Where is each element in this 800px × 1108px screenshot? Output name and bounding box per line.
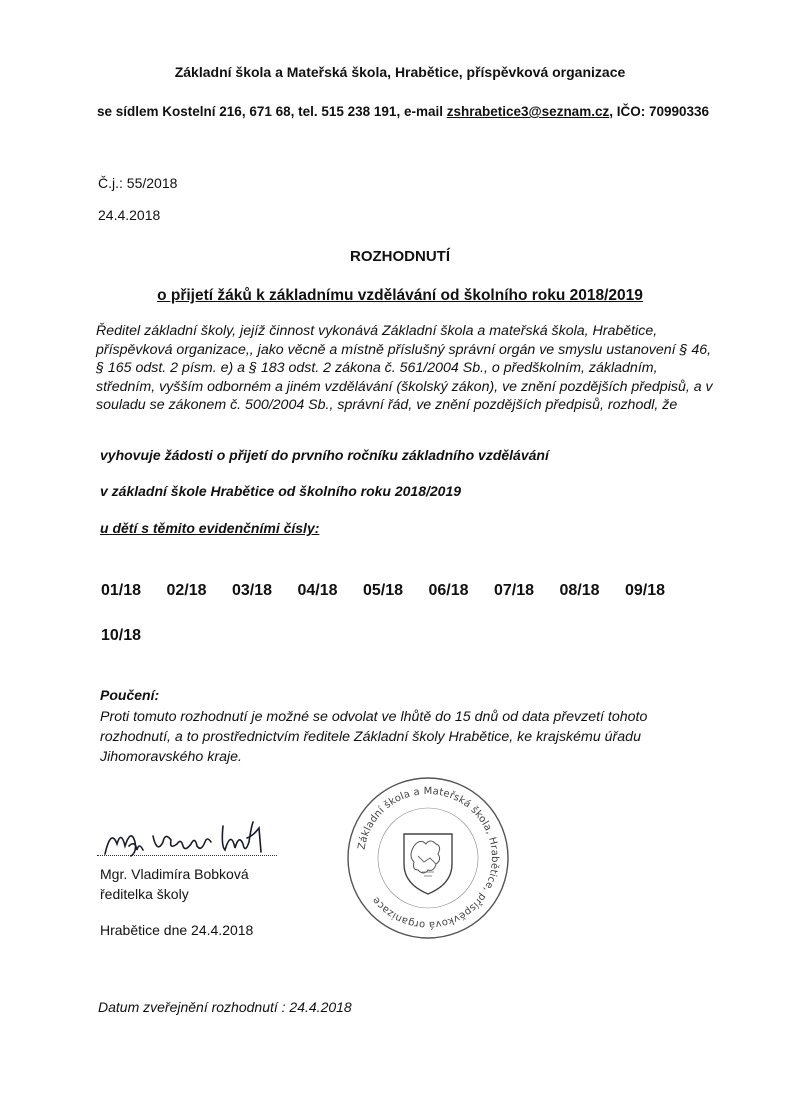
evidence-numbers-row	[101, 582, 691, 600]
signatory-role: ředitelka školy	[100, 886, 189, 902]
address-prefix: se sídlem Kostelní 216, 671 68, tel. 515 238 191, e-mail	[97, 104, 447, 119]
address-suffix: , IČO: 70990336	[609, 104, 710, 119]
evidence-number: 06/18	[428, 582, 469, 599]
stamp-seal-icon	[344, 772, 512, 944]
email-link[interactable]: zshrabetice3@seznam.cz	[446, 104, 610, 119]
evidence-number: 09/18	[625, 582, 666, 599]
evidence-number: 10/18	[101, 627, 142, 644]
signature-line	[97, 855, 277, 856]
evidence-number: 08/18	[559, 582, 600, 599]
handwritten-signature	[97, 816, 287, 866]
decision-line-2: v základní škole Hrabětice od školního roku 2018/2019	[100, 483, 462, 499]
evidence-number: 02/18	[166, 582, 207, 599]
stamp-ring-text: Základní škola a Mateřská škola, Hrabětice, příspěvková organizace	[356, 785, 501, 931]
signatory-name: Mgr. Vladimíra Bobková	[100, 866, 249, 882]
evidence-number: 05/18	[363, 582, 404, 599]
coat-of-arms-icon	[404, 834, 452, 894]
decision-paragraph: Ředitel základní školy, jejíž činnost vykonává Základní škola a mateřská škola, Hrabětice, příspěvková organizace,, jako věcně a místně příslušný správní orgán ve smyslu ustanovení § 46, § 165 odst. 2 písm. e) a § 183 odst. 2 zákona č. 561/2004 Sb., o předškolním, základním, středním, vyšším odborném a jiném vzdělávání (školský zákon), ve znění pozdějších předpisů, a v souladu se zákonem č. 500/2004 Sb., správní řád, ve znění pozdějších předpisů, rozhodl, že	[96, 323, 713, 413]
evidence-number: 04/18	[297, 582, 338, 599]
instruction-heading: Poučení:	[100, 687, 160, 703]
official-stamp	[344, 772, 512, 944]
publication-date: Datum zveřejnění rozhodnutí : 24.4.2018	[98, 999, 352, 1015]
evidence-number: 07/18	[494, 582, 535, 599]
instruction-text: Proti tomuto rozhodnutí je možné se odvolat ve lhůtě do 15 dnů od data převzetí tohoto rozhodnutí, a to prostřednictvím ředitele Základní školy Hrabětice, ke krajskému úřadu Jihomoravského kraje.	[100, 709, 648, 765]
school-name-header: Základní škola a Mateřská škola, Hrabětice, příspěvková organizace	[174, 64, 626, 80]
document-title: ROZHODNUTÍ	[350, 248, 450, 265]
place-and-date: Hrabětice dne 24.4.2018	[100, 922, 254, 938]
school-address-line	[97, 104, 709, 119]
evidence-number: 01/18	[101, 582, 142, 599]
evidence-number: 03/18	[232, 582, 273, 599]
document-date: 24.4.2018	[98, 207, 161, 223]
document-subtitle: o přijetí žáků k základnímu vzdělávání od školního roku 2018/2019	[157, 287, 643, 304]
reference-number: Č.j.: 55/2018	[98, 175, 178, 191]
decision-line-1: vyhovuje žádosti o přijetí do prvního ročníku základního vzdělávání	[100, 447, 549, 463]
children-label: u dětí s těmito evidenčními čísly:	[100, 520, 320, 536]
